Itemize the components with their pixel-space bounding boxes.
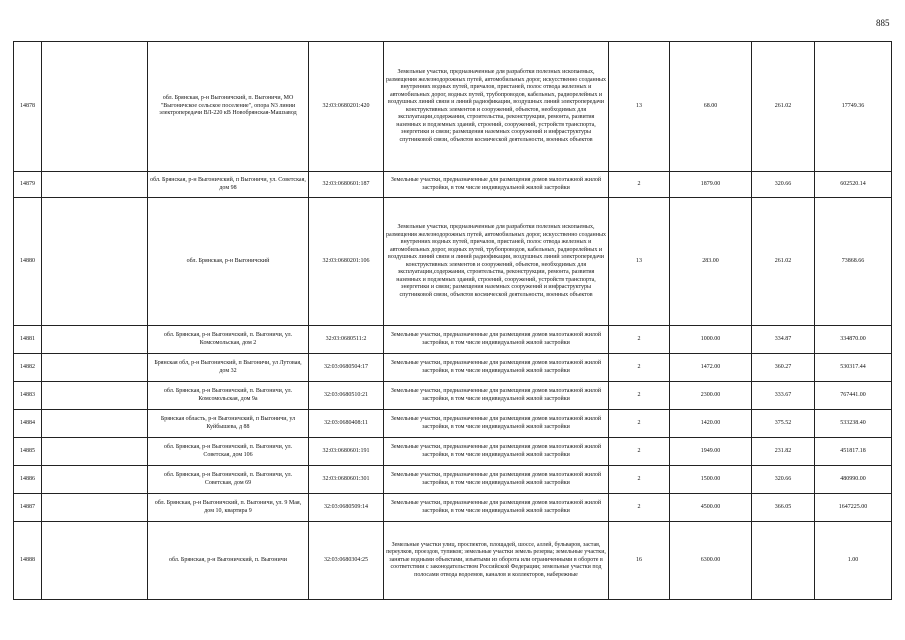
cadastral-number-cell: 32:03:0680201:420 [309, 42, 384, 172]
table-row [14, 522, 892, 600]
cadastral-value-cell: 602520.14 [815, 172, 892, 198]
specific-value-cell: 261.02 [752, 42, 815, 172]
blank-cell [42, 198, 148, 326]
land-use-cell: Земельные участки, предназначенные для размещения домов малоэтажной жилой застройки, в том числе индивидуальной жилой застройки [384, 382, 609, 410]
area-cell: 1000.00 [670, 326, 752, 354]
use-group-code-cell: 2 [609, 466, 670, 494]
address-cell: обл. Брянская, р-н Выгоничский, п Выгоничи, ул. Советская, дом 98 [148, 172, 309, 198]
land-use-cell: Земельные участки, предназначенные для размещения домов малоэтажной жилой застройки, в том числе индивидуальной жилой застройки [384, 410, 609, 438]
land-use-cell: Земельные участки, предназначенные для размещения домов малоэтажной жилой застройки, в том числе индивидуальной жилой застройки [384, 326, 609, 354]
table-row [14, 466, 892, 494]
page-number: 885 [876, 18, 890, 28]
use-group-code-cell: 13 [609, 42, 670, 172]
row-number: 14886 [14, 466, 42, 494]
blank-cell [42, 438, 148, 466]
specific-value-cell: 320.66 [752, 172, 815, 198]
cadastral-value-cell: 767441.00 [815, 382, 892, 410]
use-group-code-cell: 2 [609, 172, 670, 198]
blank-cell [42, 42, 148, 172]
cadastral-value-cell: 451817.18 [815, 438, 892, 466]
use-group-code-cell: 2 [609, 382, 670, 410]
use-group-code-cell: 16 [609, 522, 670, 600]
specific-value-cell: 333.67 [752, 382, 815, 410]
table-row [14, 382, 892, 410]
table-row [14, 354, 892, 382]
blank-cell [42, 172, 148, 198]
table-row [14, 410, 892, 438]
blank-cell [42, 522, 148, 600]
specific-value-cell: 366.05 [752, 494, 815, 522]
row-number: 14888 [14, 522, 42, 600]
use-group-code-cell: 2 [609, 410, 670, 438]
area-cell: 1500.00 [670, 466, 752, 494]
blank-cell [42, 494, 148, 522]
cadastral-value-cell: 530317.44 [815, 354, 892, 382]
cadastral-number-cell: 32:03:0680601:191 [309, 438, 384, 466]
table-body [14, 42, 892, 600]
cadastral-value-cell: 480990.00 [815, 466, 892, 494]
row-number: 14880 [14, 198, 42, 326]
row-number: 14879 [14, 172, 42, 198]
area-cell: 1420.00 [670, 410, 752, 438]
land-use-cell: Земельные участки, предназначенные для разработки полезных ископаемых, размещения железнодорожных путей, автомобильных дорог, искусственно созданных внутренних водных путей, причалов, пристаней, полос отвода железных и автомобильных дорог, водных путей, трубопроводов, кабельных, радиорелейных и воздушных линий связи и линий радиофикации, воздушных линий электропередачи конструктивных элементов и сооружений, объектов, необходимых для эксплуатации,содержания, строительства, реконструкции, ремонта, развития наземных и подземных зданий, строений, сооружений, устройств транспорта, энергетики и связи; размещения наземных сооружений и инфраструктуры спутниковой связи, объектов космической деятельности, военных объектов [384, 42, 609, 172]
row-number: 14885 [14, 438, 42, 466]
area-cell: 68.00 [670, 42, 752, 172]
land-use-cell: Земельные участки, предназначенные для размещения домов малоэтажной жилой застройки, в том числе индивидуальной жилой застройки [384, 438, 609, 466]
cadastral-value-table [13, 41, 892, 600]
cadastral-value-cell: 334870.00 [815, 326, 892, 354]
use-group-code-cell: 2 [609, 438, 670, 466]
table-row [14, 42, 892, 172]
table-row [14, 326, 892, 354]
blank-cell [42, 382, 148, 410]
blank-cell [42, 354, 148, 382]
cadastral-number-cell: 32:03:0680201:106 [309, 198, 384, 326]
blank-cell [42, 466, 148, 494]
cadastral-value-cell: 1647225.00 [815, 494, 892, 522]
specific-value-cell: 231.82 [752, 438, 815, 466]
area-cell: 1949.00 [670, 438, 752, 466]
table-row [14, 198, 892, 326]
address-cell: обл. Брянская, р-н Выгоничский, п. Выгоничи, МО "Выгоничское сельское поселение", опора N3 линии электропередачи ВЛ-220 кВ Новобрянская-Машзавод [148, 42, 309, 172]
address-cell: Брянская обл, р-н Выгоничский, п Выгоничи, ул Лутовая, дом 32 [148, 354, 309, 382]
cadastral-value-cell: 1.00 [815, 522, 892, 600]
address-cell: обл. Брянская, р-н Выгоничский, п. Выгоничи, ул. 9 Мая, дом 10, квартира 9 [148, 494, 309, 522]
table-row [14, 172, 892, 198]
area-cell: 6300.00 [670, 522, 752, 600]
table-row [14, 494, 892, 522]
specific-value-cell: 375.52 [752, 410, 815, 438]
cadastral-number-cell: 32:03:0680601:301 [309, 466, 384, 494]
row-number: 14881 [14, 326, 42, 354]
address-cell: обл. Брянская, р-н Выгоничский [148, 198, 309, 326]
land-use-cell: Земельные участки, предназначенные для размещения домов малоэтажной жилой застройки, в том числе индивидуальной жилой застройки [384, 172, 609, 198]
row-number: 14884 [14, 410, 42, 438]
cadastral-number-cell: 32:03:0680601:187 [309, 172, 384, 198]
specific-value-cell: 261.02 [752, 198, 815, 326]
cadastral-number-cell: 32:03:0680510:21 [309, 382, 384, 410]
area-cell: 1472.00 [670, 354, 752, 382]
blank-cell [42, 326, 148, 354]
use-group-code-cell: 2 [609, 326, 670, 354]
use-group-code-cell: 13 [609, 198, 670, 326]
specific-value-cell [752, 522, 815, 600]
table-row [14, 438, 892, 466]
blank-cell [42, 410, 148, 438]
land-use-cell: Земельные участки, предназначенные для разработки полезных ископаемых, размещения железнодорожных путей, автомобильных дорог, искусственно созданных внутренних водных путей, причалов, пристаней, полос отвода железных и автомобильных дорог, водных путей, трубопроводов, кабельных, радиорелейных и воздушных линий связи и линий радиофикации, воздушных линий электропередачи конструктивных элементов и сооружений, объектов, необходимых для эксплуатации,содержания, строительства, реконструкции, ремонта, развития наземных и подземных зданий, строений, сооружений, устройств транспорта, энергетики и связи; размещения наземных сооружений и инфраструктуры спутниковой связи, объектов космической деятельности, военных объектов [384, 198, 609, 326]
use-group-code-cell: 2 [609, 354, 670, 382]
land-use-cell: Земельные участки, предназначенные для размещения домов малоэтажной жилой застройки, в том числе индивидуальной жилой застройки [384, 494, 609, 522]
cadastral-number-cell: 32:03:0680408:11 [309, 410, 384, 438]
land-use-cell: Земельные участки, предназначенные для размещения домов малоэтажной жилой застройки, в том числе индивидуальной жилой застройки [384, 466, 609, 494]
specific-value-cell: 334.87 [752, 326, 815, 354]
row-number: 14887 [14, 494, 42, 522]
cadastral-value-cell: 73868.66 [815, 198, 892, 326]
address-cell: Брянская область, р-н Выгоничский, п Выгоничи, ул Куйбышева, д 88 [148, 410, 309, 438]
use-group-code-cell: 2 [609, 494, 670, 522]
specific-value-cell: 360.27 [752, 354, 815, 382]
cadastral-number-cell: 32:03:0680504:17 [309, 354, 384, 382]
area-cell: 1879.00 [670, 172, 752, 198]
cadastral-number-cell: 32:03:0680304:25 [309, 522, 384, 600]
row-number: 14882 [14, 354, 42, 382]
cadastral-value-cell: 533238.40 [815, 410, 892, 438]
address-cell: обл. Брянская, р-н Выгоничский, п. Выгоничи, ул. Советская, дом 106 [148, 438, 309, 466]
cadastral-number-cell: 32:03:0680511:2 [309, 326, 384, 354]
specific-value-cell: 320.66 [752, 466, 815, 494]
address-cell: обл. Брянская, р-н Выгоничский, п. Выгоничи, ул. Комсомольская, дом 9а [148, 382, 309, 410]
land-use-cell: Земельные участки улиц, проспектов, площадей, шоссе, аллей, бульваров, застав, переулков, проездов, тупиков; земельные участки земель резерва; земельные участки, занятые водными объектами, изъятыми из оборота или ограниченными в обороте в соответствии с законодательством Российской Федерации; земельные участки под полосами отвода водоемов, каналов и коллекторов, набережные [384, 522, 609, 600]
cadastral-number-cell: 32:03:0680509:14 [309, 494, 384, 522]
area-cell: 4500.00 [670, 494, 752, 522]
land-use-cell: Земельные участки, предназначенные для размещения домов малоэтажной жилой застройки, в том числе индивидуальной жилой застройки [384, 354, 609, 382]
address-cell: обл. Брянская, р-н Выгоничский, п. Выгоничи [148, 522, 309, 600]
row-number: 14883 [14, 382, 42, 410]
area-cell: 2300.00 [670, 382, 752, 410]
address-cell: обл. Брянская, р-н Выгоничский, п. Выгоничи, ул. Комсомольская, дом 2 [148, 326, 309, 354]
area-cell: 283.00 [670, 198, 752, 326]
address-cell: обл. Брянская, р-н Выгоничский, п. Выгоничи, ул. Советская, дом 69 [148, 466, 309, 494]
row-number: 14878 [14, 42, 42, 172]
cadastral-value-cell: 17749.36 [815, 42, 892, 172]
